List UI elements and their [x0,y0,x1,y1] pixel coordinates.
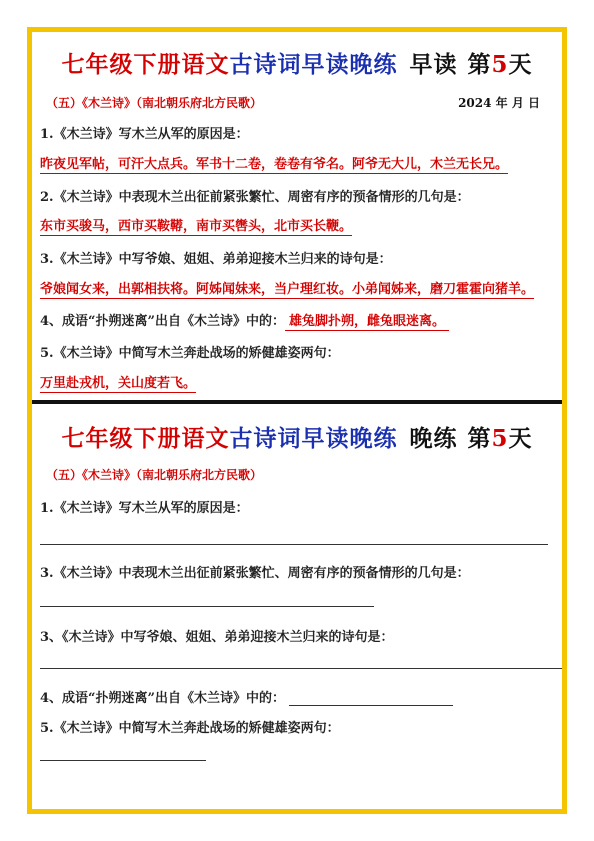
answer-4: 雄兔脚扑朔，雌兔眼迷离。 [285,314,449,331]
question-5: 5.《木兰诗》中简写木兰奔赴战场的矫健雄姿两句： [40,346,340,361]
section-divider [32,400,562,404]
answer-3: 爷娘闻女来，出郭相扶将。阿姊闻妹来，当户理红妆。小弟闻姊来，磨刀霍霍向猪羊。 [40,278,534,299]
morning-title [32,46,562,79]
exercise-question-3: 3、《木兰诗》中写爷娘、姐姐、弟弟迎接木兰归来的诗句是： [40,630,394,645]
exercise-question-4: 4、成语“扑朔迷离”出自《木兰诗》中的： [40,687,453,706]
answer-blank-4[interactable] [289,691,453,706]
day-label-evening: 第5天 [467,425,533,452]
answer-blank-1[interactable] [40,544,548,545]
evening-title: 七年级下册语文古诗词早读晚练 晚练 第5天 [61,425,533,452]
exercise-question-1: 1.《木兰诗》写木兰从军的原因是： [40,501,249,516]
date-field: 2024 年 月 日 [458,96,540,110]
exercise-question-2: 3.《木兰诗》中表现木兰出征前紧张繁忙、周密有序的预备情形的几句是： [40,566,470,581]
answer-1: 昨夜见军帖，可汗大点兵。军书十二卷，卷卷有爷名。阿爷无大儿，木兰无长兄。 [40,153,508,174]
poem-source: （五）《木兰诗》（南北朝乐府北方民歌） [46,96,263,110]
question-3: 3.《木兰诗》中写爷娘、姐姐、弟弟迎接木兰归来的诗句是： [40,252,392,267]
day-label: 第5天 [467,51,533,78]
question-1: 1.《木兰诗》写木兰从军的原因是： [40,127,249,142]
poem-source-evening: （五）《木兰诗》（南北朝乐府北方民歌） [46,468,263,482]
answer-blank-5[interactable] [40,760,206,761]
answer-5: 万里赴戎机，关山度若飞。 [40,372,196,393]
worksheet-frame [27,27,567,814]
question-2: 2.《木兰诗》中表现木兰出征前紧张繁忙、周密有序的预备情形的几句是： [40,190,470,205]
title-subject: 古诗词早读晚练 [229,51,398,78]
answer-2: 东市买骏马，西市买鞍鞯，南市买辔头，北市买长鞭。 [40,215,352,236]
exercise-question-5: 5.《木兰诗》中简写木兰奔赴战场的矫健雄姿两句： [40,721,340,736]
session-label-evening: 晚练 [409,425,458,452]
answer-blank-2[interactable] [40,606,374,607]
title-grade: 七年级下册语文 [61,51,230,78]
answer-blank-3[interactable] [40,668,562,669]
session-label: 早读 [409,51,458,78]
question-4: 4、成语“扑朔迷离”出自《木兰诗》中的： 雄兔脚扑朔，雌兔眼迷离。 [40,310,449,329]
